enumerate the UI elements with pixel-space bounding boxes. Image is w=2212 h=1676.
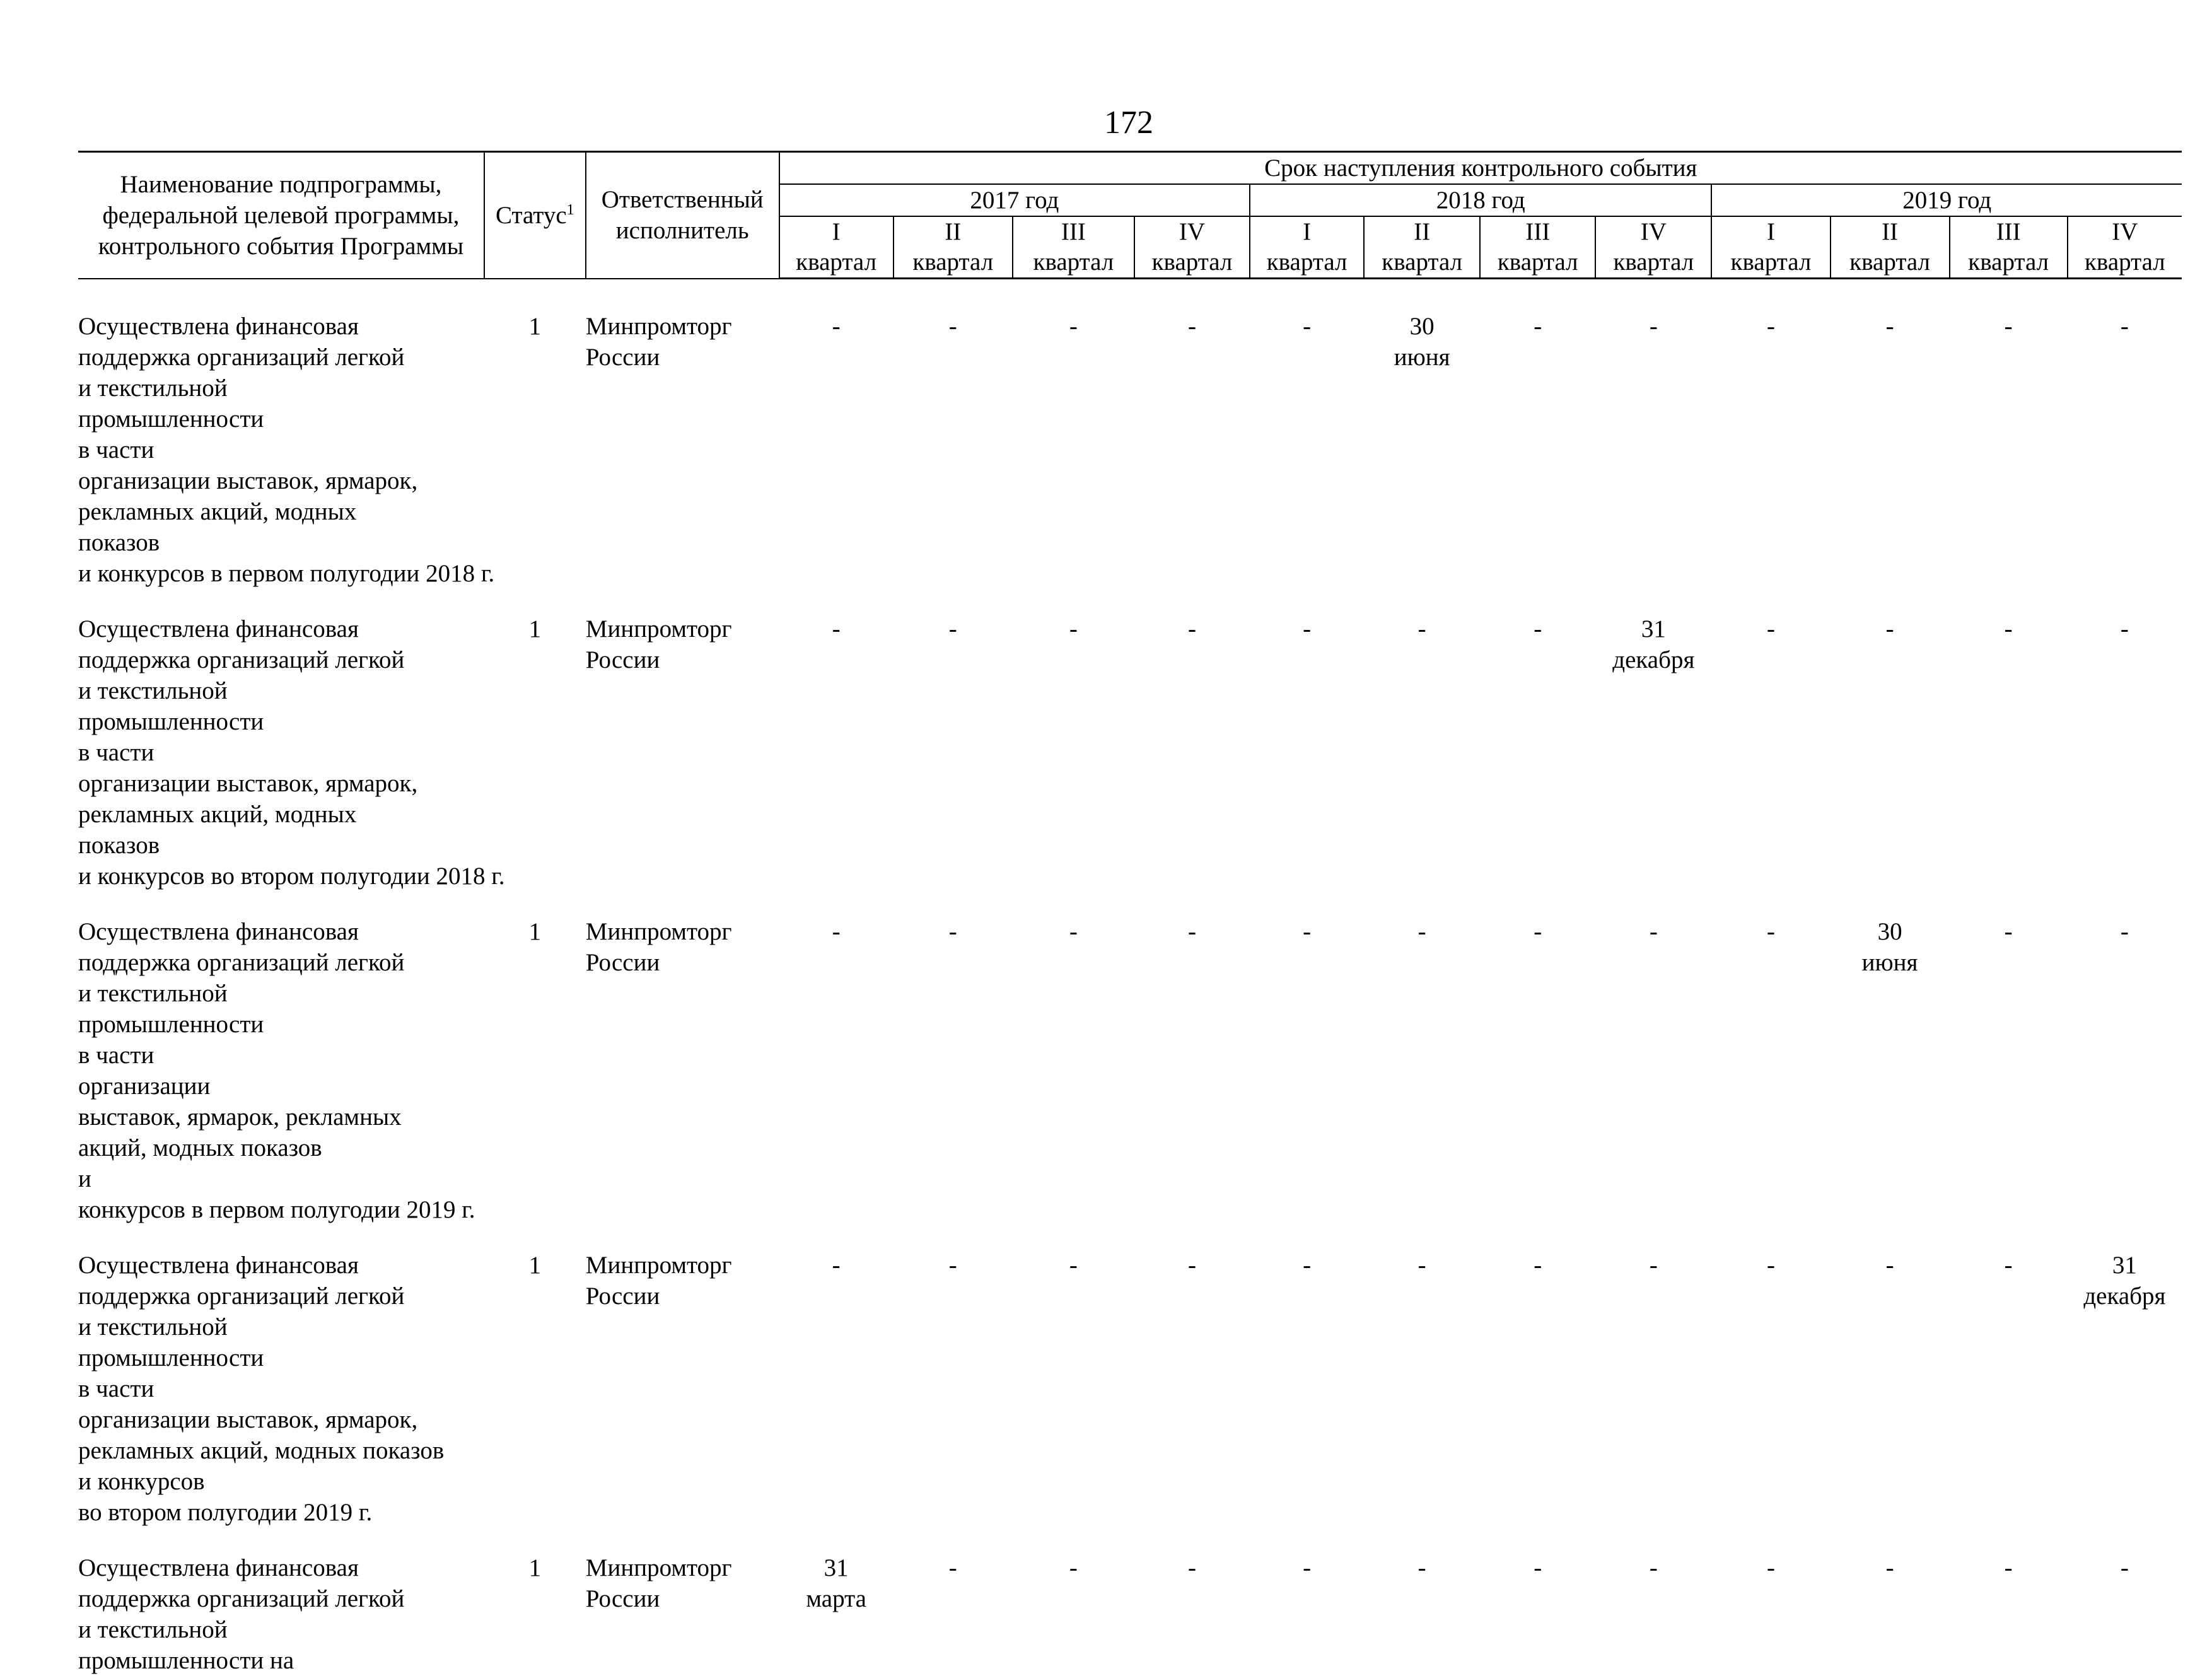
- quarter-word: квартал: [780, 247, 893, 277]
- status-cell: 1: [484, 916, 586, 1225]
- responsible-cell: Минпромторг России: [586, 614, 779, 892]
- quarter-cell: -: [1013, 916, 1134, 1225]
- quarter-cell: -: [1480, 311, 1595, 589]
- responsible-cell: Минпромторг России: [586, 1250, 779, 1528]
- quarter-cell: -: [2068, 1552, 2182, 1676]
- quarter-cell: -: [1134, 1250, 1250, 1528]
- page-number: 172: [1066, 101, 1192, 145]
- quarter-numeral: III: [1950, 217, 2067, 247]
- quarter-cell: -: [894, 916, 1013, 1225]
- quarter-cell: -: [1250, 1250, 1364, 1528]
- quarter-cell: -: [1250, 311, 1364, 589]
- quarter-numeral: IV: [1596, 217, 1711, 247]
- event-name-cell: Осуществлена финансовая поддержка организаций легкой и текстильной промышленности в части организации выставок, ярмарок, рекламных акций, модных показов и конкурсов во втором полугодии 2019 г.: [78, 1250, 484, 1528]
- quarter-cell: 31 марта: [779, 1552, 894, 1676]
- quarter-cell: -: [1480, 916, 1595, 1225]
- quarter-cell: -: [1711, 1552, 1830, 1676]
- control-events-table: [78, 151, 2182, 1676]
- quarter-cell: -: [894, 614, 1013, 892]
- status-cell: 1: [484, 1250, 586, 1528]
- spacer-cell: [78, 279, 2182, 311]
- quarter-cell: -: [779, 311, 894, 589]
- event-name-cell: Осуществлена финансовая поддержка организаций легкой и текстильной промышленности в части организации выставок, ярмарок, рекламных акций, модных показов и конкурсов во втором полугодии 2018 г.: [78, 614, 484, 892]
- quarter-header: [1711, 216, 1830, 279]
- responsible-cell: Минпромторг России: [586, 311, 779, 589]
- quarter-cell: 31 декабря: [1595, 614, 1711, 892]
- quarter-word: квартал: [1250, 247, 1363, 277]
- quarter-word: квартал: [894, 247, 1012, 277]
- quarter-cell: -: [1831, 311, 1950, 589]
- responsible-column-header: [586, 152, 779, 279]
- responsible-column-header-text: Ответственный исполнитель: [602, 186, 764, 244]
- quarter-cell: -: [1364, 916, 1480, 1225]
- quarter-word: квартал: [1712, 247, 1829, 277]
- quarter-cell: -: [2068, 614, 2182, 892]
- quarter-header: [779, 216, 894, 279]
- quarter-word: квартал: [1596, 247, 1711, 277]
- quarter-numeral: II: [894, 217, 1012, 247]
- spacer-row: [78, 279, 2182, 311]
- gap-cell: [78, 892, 2182, 916]
- quarter-cell: -: [1134, 311, 1250, 589]
- status-footnote-marker: 1: [567, 202, 574, 218]
- quarter-cell: -: [1831, 1250, 1950, 1528]
- quarter-word: квартал: [1135, 247, 1249, 277]
- quarter-cell: -: [1711, 1250, 1830, 1528]
- quarter-cell: -: [779, 614, 894, 892]
- gap-row: [78, 892, 2182, 916]
- responsible-cell: Минпромторг России: [586, 1552, 779, 1676]
- quarter-cell: -: [1364, 1552, 1480, 1676]
- gap-row: [78, 1528, 2182, 1552]
- gap-cell: [78, 1528, 2182, 1552]
- year-header-2018: 2018 год: [1250, 184, 1711, 216]
- quarter-cell: -: [779, 1250, 894, 1528]
- quarter-cell: -: [1595, 1552, 1711, 1676]
- quarter-header: [1134, 216, 1250, 279]
- quarter-header: [1831, 216, 1950, 279]
- quarter-numeral: IV: [1135, 217, 1249, 247]
- quarter-cell: -: [1950, 614, 2068, 892]
- quarter-cell: 30 июня: [1364, 311, 1480, 589]
- quarter-cell: -: [1250, 916, 1364, 1225]
- status-cell: 1: [484, 1552, 586, 1676]
- table-row: [78, 916, 2182, 1225]
- quarter-cell: -: [1595, 1250, 1711, 1528]
- quarter-cell: -: [894, 1552, 1013, 1676]
- gap-row: [78, 1225, 2182, 1250]
- quarter-numeral: III: [1013, 217, 1134, 247]
- gap-row: [78, 589, 2182, 614]
- event-name-cell: Осуществлена финансовая поддержка организаций легкой и текстильной промышленности на: [78, 1552, 484, 1676]
- quarter-header: [2068, 216, 2182, 279]
- quarter-cell: -: [1950, 311, 2068, 589]
- quarter-cell: -: [1013, 614, 1134, 892]
- quarter-cell: -: [1711, 916, 1830, 1225]
- table-row: [78, 614, 2182, 892]
- event-name-cell: Осуществлена финансовая поддержка организаций легкой и текстильной промышленности в части организации выставок, ярмарок, рекламных акций, модных показов и конкурсов в первом полугодии 2019 г.: [78, 916, 484, 1225]
- name-column-header: [78, 152, 484, 279]
- event-name-cell: Осуществлена финансовая поддержка организаций легкой и текстильной промышленности в части организации выставок, ярмарок, рекламных акций, модных показов и конкурсов в первом полугодии 2018 г.: [78, 311, 484, 589]
- quarter-cell: -: [1013, 1250, 1134, 1528]
- quarter-cell: -: [1250, 1552, 1364, 1676]
- quarter-word: квартал: [2068, 247, 2182, 277]
- quarter-cell: -: [1950, 1552, 2068, 1676]
- quarter-header: [1013, 216, 1134, 279]
- status-column-header: [484, 152, 586, 279]
- quarter-cell: -: [2068, 916, 2182, 1225]
- quarter-cell: -: [1711, 311, 1830, 589]
- quarter-cell: -: [1013, 311, 1134, 589]
- quarter-numeral: I: [1712, 217, 1829, 247]
- quarter-cell: -: [1480, 614, 1595, 892]
- quarter-numeral: II: [1365, 217, 1479, 247]
- name-column-header-text: Наименование подпрограммы, федеральной целевой программы, контрольного события Программы: [98, 171, 463, 260]
- quarter-cell: -: [1250, 614, 1364, 892]
- quarter-numeral: III: [1481, 217, 1595, 247]
- gap-cell: [78, 1225, 2182, 1250]
- quarter-cell: -: [1364, 614, 1480, 892]
- quarter-cell: -: [1950, 916, 2068, 1225]
- quarter-numeral: II: [1831, 217, 1949, 247]
- responsible-cell: Минпромторг России: [586, 916, 779, 1225]
- table-row: [78, 311, 2182, 589]
- table-header: [78, 152, 2182, 279]
- quarter-cell: -: [1831, 614, 1950, 892]
- quarter-cell: -: [2068, 311, 2182, 589]
- quarter-header: [1950, 216, 2068, 279]
- quarter-cell: -: [894, 311, 1013, 589]
- quarter-header: [1364, 216, 1480, 279]
- table-row: [78, 1552, 2182, 1676]
- quarter-cell: -: [1950, 1250, 2068, 1528]
- quarter-header: [1595, 216, 1711, 279]
- quarter-word: квартал: [1365, 247, 1479, 277]
- quarter-word: квартал: [1013, 247, 1134, 277]
- quarter-cell: -: [779, 916, 894, 1225]
- quarter-numeral: I: [1250, 217, 1363, 247]
- quarter-word: квартал: [1831, 247, 1949, 277]
- deadline-group-header-text: Срок наступления контрольного события: [1264, 154, 1697, 182]
- gap-cell: [78, 589, 2182, 614]
- table-row: [78, 1250, 2182, 1528]
- year-header-2019: 2019 год: [1711, 184, 2182, 216]
- deadline-group-header: [779, 152, 2182, 185]
- quarter-cell: -: [1480, 1250, 1595, 1528]
- quarter-numeral: IV: [2068, 217, 2182, 247]
- quarter-cell: -: [1480, 1552, 1595, 1676]
- quarter-cell: -: [1364, 1250, 1480, 1528]
- quarter-cell: 31 декабря: [2068, 1250, 2182, 1528]
- quarter-cell: -: [1134, 916, 1250, 1225]
- status-column-header-text: Статус: [496, 202, 567, 229]
- quarter-cell: -: [1595, 916, 1711, 1225]
- quarter-cell: -: [1831, 1552, 1950, 1676]
- quarter-cell: -: [894, 1250, 1013, 1528]
- quarter-cell: -: [1711, 614, 1830, 892]
- quarter-header: [1480, 216, 1595, 279]
- quarter-word: квартал: [1950, 247, 2067, 277]
- quarter-cell: 30 июня: [1831, 916, 1950, 1225]
- status-cell: 1: [484, 311, 586, 589]
- quarter-numeral: I: [780, 217, 893, 247]
- quarter-cell: -: [1595, 311, 1711, 589]
- quarter-cell: -: [1134, 1552, 1250, 1676]
- quarter-cell: -: [1134, 614, 1250, 892]
- quarter-word: квартал: [1481, 247, 1595, 277]
- quarter-header: [1250, 216, 1364, 279]
- quarter-header: [894, 216, 1013, 279]
- table-body: [78, 279, 2182, 1676]
- quarter-cell: -: [1013, 1552, 1134, 1676]
- status-cell: 1: [484, 614, 586, 892]
- year-header-2017: 2017 год: [779, 184, 1250, 216]
